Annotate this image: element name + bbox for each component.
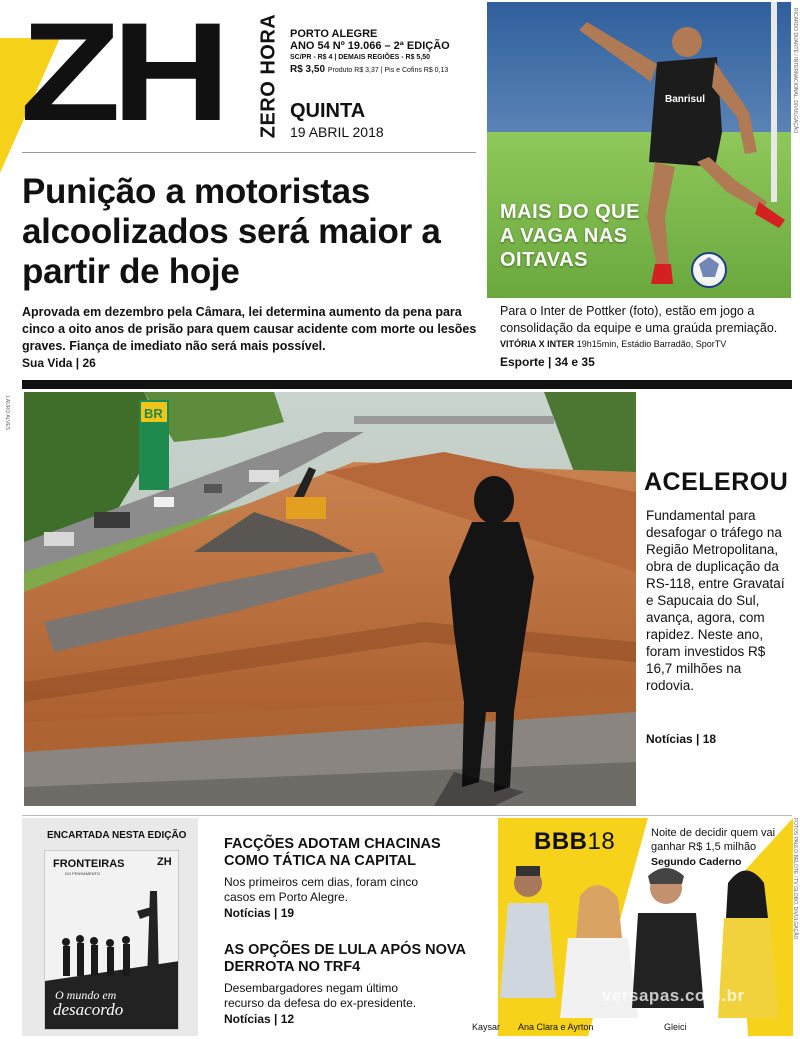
bbb-logo: BBB18 <box>534 828 616 855</box>
bbb-name-ana-clara: Ana Clara e Ayrton <box>518 1022 594 1032</box>
main-deck: Aprovada em dezembro pela Câmara, lei determina aumento da pena para cinco a oito anos de prisão para quem causar acidente com morte ou lesões graves. Fiança de imediato não será mais possível. <box>22 305 477 353</box>
story-factions-text: Nos primeiros cem dias, foram cinco casos em Porto Alegre. <box>224 875 419 904</box>
divider <box>22 152 476 153</box>
fronteiras-cover[interactable] <box>44 850 179 1030</box>
edition-city: PORTO ALEGRE <box>290 28 378 40</box>
bbb-name-kaysar: Kaysar <box>472 1022 501 1032</box>
bbb-text: Noite de decidir quem vai ganhar R$ 1,5 milhão <box>651 827 776 853</box>
edition-info <box>290 28 480 77</box>
br-sign-text: BR <box>144 406 163 421</box>
edition-number: ANO 54 Nº 19.066 – 2ª EDIÇÃO <box>290 40 450 52</box>
sport-text: Para o Inter de Pottker (foto), estão em jogo a consolidação da equipe e uma graúda premiação. <box>500 304 778 335</box>
cover-brand: FRONTEIRAS <box>53 858 125 870</box>
divider <box>22 815 792 816</box>
road-section-ref[interactable]: Notícias | 18 <box>646 732 717 746</box>
main-section-ref[interactable]: Sua Vida | 26 <box>22 356 96 370</box>
watermark: versapas.com.br <box>602 986 745 1005</box>
cover-logo: ZH <box>157 856 172 868</box>
road-story-title[interactable]: ACELEROU <box>644 468 789 496</box>
price-value: R$ 3,50 <box>290 64 326 75</box>
price-detail: Produto R$ 3,37 | Pis e Cofins R$ 0,13 <box>327 67 449 74</box>
road-construction-photo[interactable] <box>24 392 636 806</box>
cover-sub: DO PENSAMENTO <box>65 871 101 876</box>
road-photo-graphic <box>24 392 636 806</box>
story-lula-headline[interactable]: AS OPÇÕES DE LULA APÓS NOVA DERROTA NO TRF4 <box>224 942 466 975</box>
road-story-text: Fundamental para desafogar o tráfego na Região Metropolitana, obra de duplicação da RS-118, entre Gravataí e Sapucaia do Sul, avança, agora, com rapidez. Neste ano, foram investidos R$ 16,7 milhões na rodovia. <box>646 508 785 693</box>
cover-title-line1: O mundo em <box>55 988 117 1002</box>
cover-title-line2: desacordo <box>53 1000 124 1019</box>
story-lula-text: Desembargadores negam último recurso da defesa do ex-presidente. <box>224 981 417 1010</box>
story-factions-ref[interactable]: Notícias | 19 <box>224 906 295 920</box>
sport-photo-caption[interactable]: MAIS DO QUE A VAGA NAS OITAVAS <box>500 201 640 271</box>
cover-graphic <box>45 851 179 1030</box>
weekday: QUINTA <box>290 100 366 122</box>
bbb-name-gleici: Gleici <box>664 1022 687 1032</box>
zero-hora-logo[interactable] <box>20 0 280 150</box>
match-info <box>500 339 726 349</box>
cover-price <box>290 64 480 77</box>
sport-section-ref[interactable]: Esporte | 34 e 35 <box>500 355 595 369</box>
road-photo-credit: LAURO ALVES <box>4 396 10 431</box>
story-lula-ref[interactable]: Notícias | 12 <box>224 1012 295 1026</box>
svg-text:Banrisul: Banrisul <box>665 94 706 105</box>
logo-letters: ZH <box>20 0 222 150</box>
bbb-section-ref[interactable]: Segundo Caderno <box>651 856 742 868</box>
regional-prices: SC/PR - R$ 4 | DEMAIS REGIÕES - R$ 5,50 <box>290 54 431 61</box>
insert-label: ENCARTADA NESTA EDIÇÃO <box>47 830 187 841</box>
main-headline[interactable]: Punição a motoristas alcoolizados será maior a partir de hoje <box>22 172 441 291</box>
issue-date: 19 ABRIL 2018 <box>290 124 384 140</box>
match-details: 19h15min, Estádio Barradão, SporTV <box>576 339 727 349</box>
logo-side-text: ZERO HORA <box>257 13 280 139</box>
sport-photo-credit: RICARDO DUARTE / INTERNACIONAL, DIVULGAÇÃO <box>792 8 798 134</box>
story-factions-headline[interactable]: FACÇÕES ADOTAM CHACINAS COMO TÁTICA NA CAPITAL <box>224 836 441 869</box>
section-divider-bar <box>22 380 792 389</box>
bbb-photo-credit: FOTOS PAULO BELOTE / TV GLOBO, DIVULGAÇÃO <box>792 818 798 940</box>
match-teams: VITÓRIA X INTER <box>500 339 575 349</box>
